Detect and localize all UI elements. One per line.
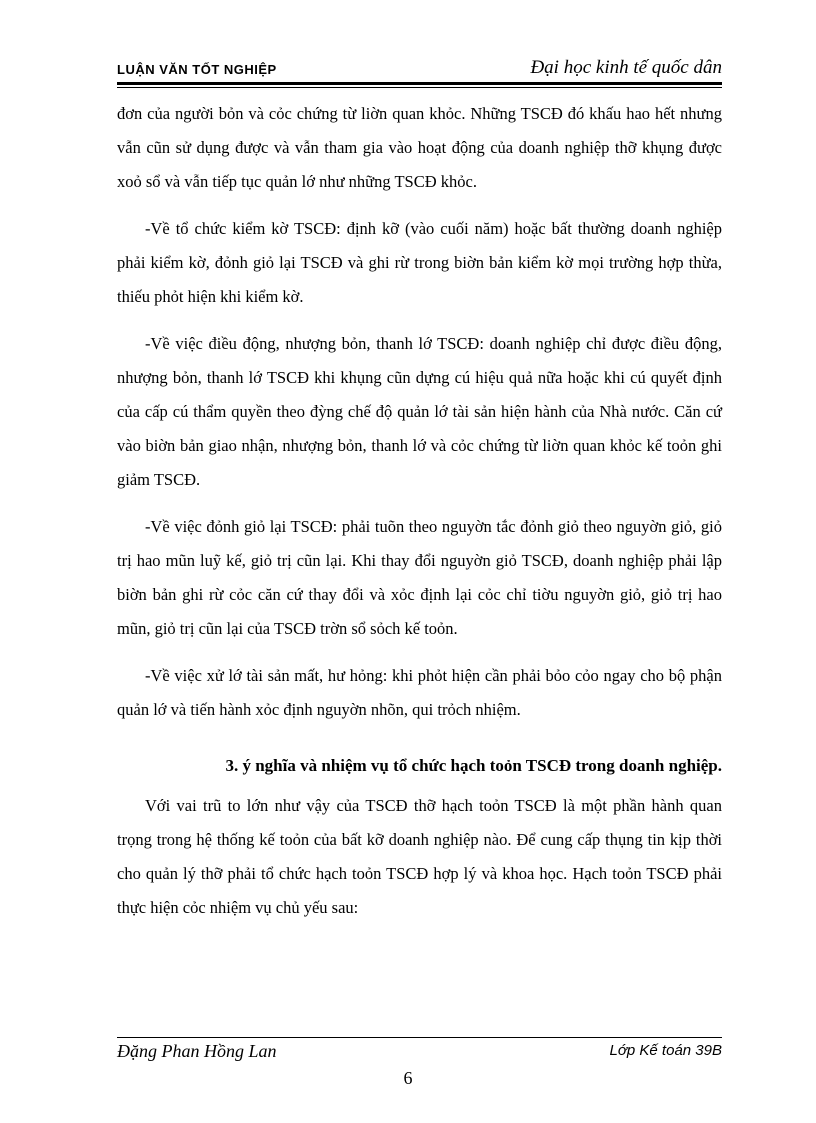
body-paragraph: -Về việc điều động, nhượng bỏn, thanh lớ TSCĐ: doanh nghiệp chỉ được điều động, nhượng bỏn, thanh lớ TSCĐ khi khụng cũn dựng cú hiệu quả nữa hoặc khi cú quyết định của cấp cú thẩm quyền theo đỳng chế độ quản lớ tài sản hiện hành của Nhà nước. Căn cứ vào biờn bản giao nhận, nhượng bỏn, thanh lớ và cỏc chứng từ liờn quan khỏc kế toỏn ghi giảm TSCĐ. [117, 334, 722, 489]
footer-divider [117, 1037, 722, 1038]
header-divider [117, 82, 722, 88]
footer-author: Đặng Phan Hồng Lan [117, 1041, 277, 1061]
section-heading: 3. ý nghĩa và nhiệm vụ tổ chức hạch toỏn TSCĐ trong doanh nghiệp. [225, 756, 722, 775]
page-header [117, 56, 722, 82]
body-paragraph: đơn của người bỏn và cỏc chứng từ liờn quan khỏc. Những TSCĐ đó khấu hao hết nhưng vẫn cũn sử dụng được và vẫn tham gia vào hoạt động của doanh nghiệp thỡ khụng được xoỏ sổ và vẫn tiếp tục quản lớ như những TSCĐ khỏc. [117, 104, 722, 191]
header-university-name: Đại học kinh tế quốc dân [530, 57, 722, 78]
body-paragraph: -Về tổ chức kiểm kờ TSCĐ: định kỡ (vào cuối năm) hoặc bất thường doanh nghiệp phải kiểm kờ, đỏnh giỏ lại TSCĐ và ghi rừ trong biờn bản kiểm kờ mọi trường hợp thừa, thiếu phỏt hiện khi kiểm kờ. [117, 219, 722, 306]
header-thesis-label: LUẬN VĂN TỐT NGHIỆP [117, 62, 277, 77]
body-paragraph: -Về việc xử lớ tài sản mất, hư hỏng: khi phỏt hiện cần phải bỏo cỏo ngay cho bộ phận quản lớ và tiến hành xỏc định nguyờn nhõn, qui trỏch nhiệm. [117, 666, 722, 719]
page-number: 6 [403, 1068, 413, 1088]
page-body [117, 97, 722, 938]
section-paragraph: Với vai trũ to lớn như vậy của TSCĐ thỡ hạch toỏn TSCĐ là một phần hành quan trọng trong hệ thống kế toỏn của bất kỡ doanh nghiệp nào. Để cung cấp thụng tin kịp thời cho quản lý thỡ phải tổ chức hạch toỏn TSCĐ hợp lý và khoa học. Hạch toỏn TSCĐ phải thực hiện cỏc nhiệm vụ chủ yếu sau: [117, 796, 722, 917]
footer-class: Lớp Kế toán 39B [609, 1042, 722, 1059]
body-paragraph: -Về việc đỏnh giỏ lại TSCĐ: phải tuõn theo nguyờn tắc đỏnh giỏ theo nguyờn giỏ, giỏ trị hao mũn luỹ kế, giỏ trị cũn lại. Khi thay đổi nguyờn giỏ TSCĐ, doanh nghiệp phải lập biờn bản ghi rừ cỏc căn cứ thay đổi và xỏc định lại cỏc chỉ tiờu nguyờn giỏ, giỏ trị hao mũn, giỏ trị cũn lại của TSCĐ trờn sổ sỏch kế toỏn. [117, 517, 722, 638]
